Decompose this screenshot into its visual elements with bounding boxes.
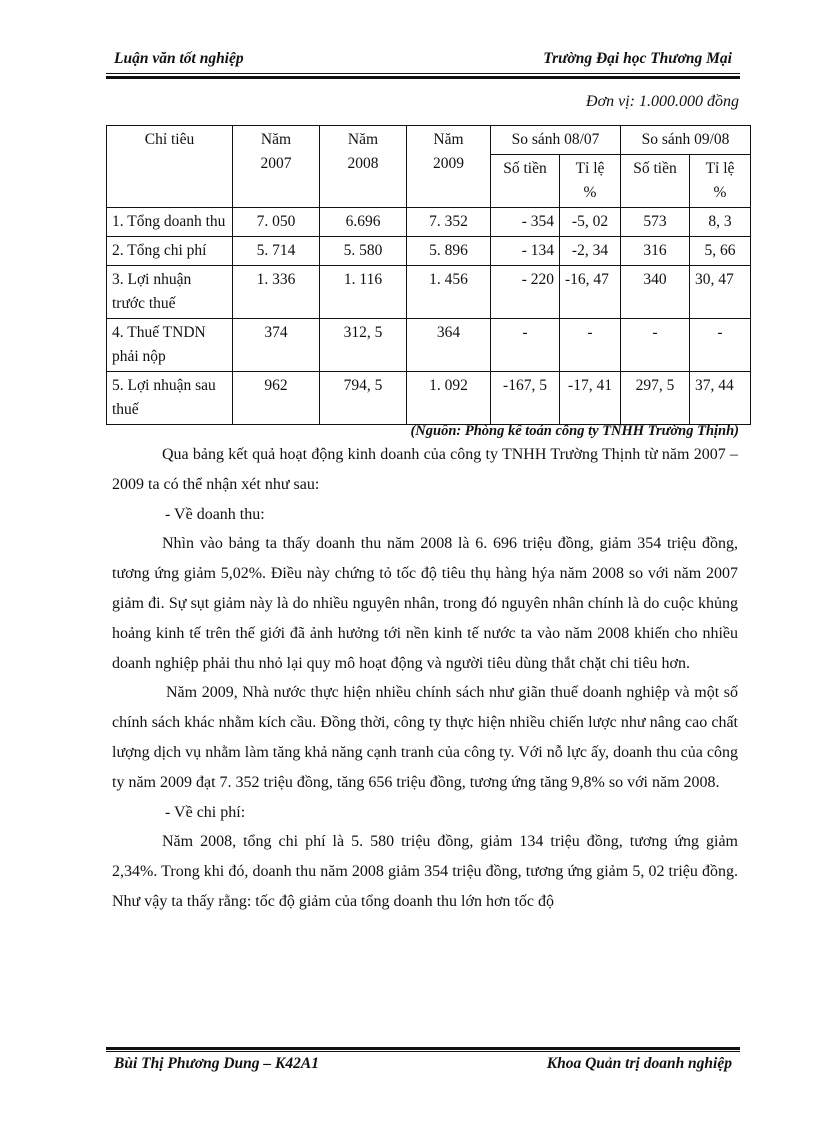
cell-ti-le-1: - [560,319,621,372]
unit-note: Đơn vị: 1.000.000 đồng [586,93,739,110]
col-header-compare-08-07: So sánh 08/07 [491,126,621,155]
paragraph: Qua bảng kết quả hoạt động kinh doanh của công ty TNHH Trường Thịnh từ năm 2007 – 2009 ta có thể nhận xét như sau: [112,446,738,493]
table-row [107,266,751,319]
header-university: Trường Đại học Thương Mại [543,50,732,67]
cell-2007: 1. 336 [233,266,320,319]
cell-ti-le-1: -17, 41 [560,372,621,425]
cell-2007: 962 [233,372,320,425]
cell-ti-le-2: - [690,319,751,372]
row-label: 3. Lợi nhuận trước thuế [107,266,233,319]
row-label: 4. Thuế TNDN phải nộp [107,319,233,372]
cell-so-tien-2: - [621,319,690,372]
table-header-row [107,126,751,155]
col-header-ti-le-1: Tỉ lệ % [560,155,621,208]
header-rule-thin [106,73,740,74]
cell-so-tien-2: 573 [621,208,690,237]
table-row [107,372,751,425]
cell-ti-le-2: 30, 47 [690,266,751,319]
paragraph: Nhìn vào bảng ta thấy doanh thu năm 2008 là 6. 696 triệu đồng, giảm 354 triệu đồng, tương ứng giảm 5,02%. Điều này chứng tỏ tốc độ tiêu thụ hàng hýa năm 2008 so với năm 2007 giảm đi. Sự sụt giảm này là do nhiều nguyên nhân, trong đó nguyên nhân chính là do cuộc khủng hoảng kinh tế trên thế giới đã ảnh hưởng tới nền kinh tế nước ta vào năm 2008 khiến cho nhiều doanh nghiệp phải thu nhỏ lại quy mô hoạt động và người tiêu dùng thắt chặt chi tiêu hơn. [112,535,738,672]
cell-so-tien-2: 297, 5 [621,372,690,425]
cell-2009: 5. 896 [407,237,491,266]
cell-2009: 1. 456 [407,266,491,319]
footer-rule-thick [106,1047,740,1050]
header-thesis-title: Luận văn tốt nghiệp [114,50,244,67]
cell-2007: 7. 050 [233,208,320,237]
cell-2007: 5. 714 [233,237,320,266]
cell-ti-le-1: -2, 34 [560,237,621,266]
col-header-so-tien-1: Số tiền [491,155,560,208]
col-header-compare-09-08: So sánh 09/08 [621,126,751,155]
cell-ti-le-1: -5, 02 [560,208,621,237]
col-header-chi-tieu: Chỉ tiêu [107,126,233,208]
paragraph: Năm 2009, Nhà nước thực hiện nhiều chính sách như giãn thuế doanh nghiệp và một số chính sách khác nhằm kích cầu. Đồng thời, công ty thực hiện nhiều chiến lược như nâng cao chất lượng dịch vụ nhằm làm tăng khả năng cạnh tranh của công ty. Với nỗ lực ấy, doanh thu của công ty năm 2009 đạt 7. 352 triệu đồng, tăng 656 triệu đồng, tương ứng tăng 9,8% so với năm 2008. [112,684,738,791]
page-header [106,50,740,72]
col-header-2009: Năm 2009 [407,126,491,208]
cell-ti-le-2: 5, 66 [690,237,751,266]
header-rule-thick [106,76,740,79]
cell-so-tien-1: - [491,319,560,372]
cell-so-tien-1: - 220 [491,266,560,319]
cell-2007: 374 [233,319,320,372]
row-label: 5. Lợi nhuận sau thuế [107,372,233,425]
cell-2008: 794, 5 [320,372,407,425]
footer-faculty: Khoa Quản trị doanh nghiệp [546,1055,732,1072]
col-header-so-tien-2: Số tiền [621,155,690,208]
col-header-2008: Năm 2008 [320,126,407,208]
body-text [112,440,738,917]
cell-so-tien-2: 316 [621,237,690,266]
cell-2008: 1. 116 [320,266,407,319]
table-row [107,208,751,237]
table-source-note: (Nguồn: Phòng kế toán công ty TNHH Trường Thịnh) [410,423,739,439]
cell-ti-le-1: -16, 47 [560,266,621,319]
col-header-ti-le-2: Tỉ lệ % [690,155,751,208]
row-label: 2. Tổng chi phí [107,237,233,266]
cell-so-tien-1: -167, 5 [491,372,560,425]
paragraph: Năm 2008, tổng chi phí là 5. 580 triệu đồng, giảm 134 triệu đồng, tương ứng giảm 2,34%. Trong khi đó, doanh thu năm 2008 giảm 354 triệu đồng, tương ứng giảm 5, 02 triệu đồng. Như vậy ta thấy rằng: tốc độ giảm của tổng doanh thu lớn hơn tốc độ [112,833,738,910]
results-table [106,125,751,425]
cell-so-tien-1: - 354 [491,208,560,237]
section-heading-costs: - Về chi phí: [165,803,246,821]
row-label: 1. Tổng doanh thu [107,208,233,237]
cell-2008: 6.696 [320,208,407,237]
cell-2009: 7. 352 [407,208,491,237]
cell-so-tien-2: 340 [621,266,690,319]
page-footer [106,1055,740,1077]
footer-author: Bùi Thị Phương Dung – K42A1 [114,1055,319,1072]
cell-2008: 5. 580 [320,237,407,266]
table-row [107,237,751,266]
cell-2009: 1. 092 [407,372,491,425]
cell-2008: 312, 5 [320,319,407,372]
footer-rule-thin [106,1051,740,1052]
cell-ti-le-2: 37, 44 [690,372,751,425]
col-header-2007: Năm 2007 [233,126,320,208]
cell-ti-le-2: 8, 3 [690,208,751,237]
section-heading-revenue: - Về doanh thu: [165,505,265,523]
cell-2009: 364 [407,319,491,372]
table-row [107,319,751,372]
cell-so-tien-1: - 134 [491,237,560,266]
